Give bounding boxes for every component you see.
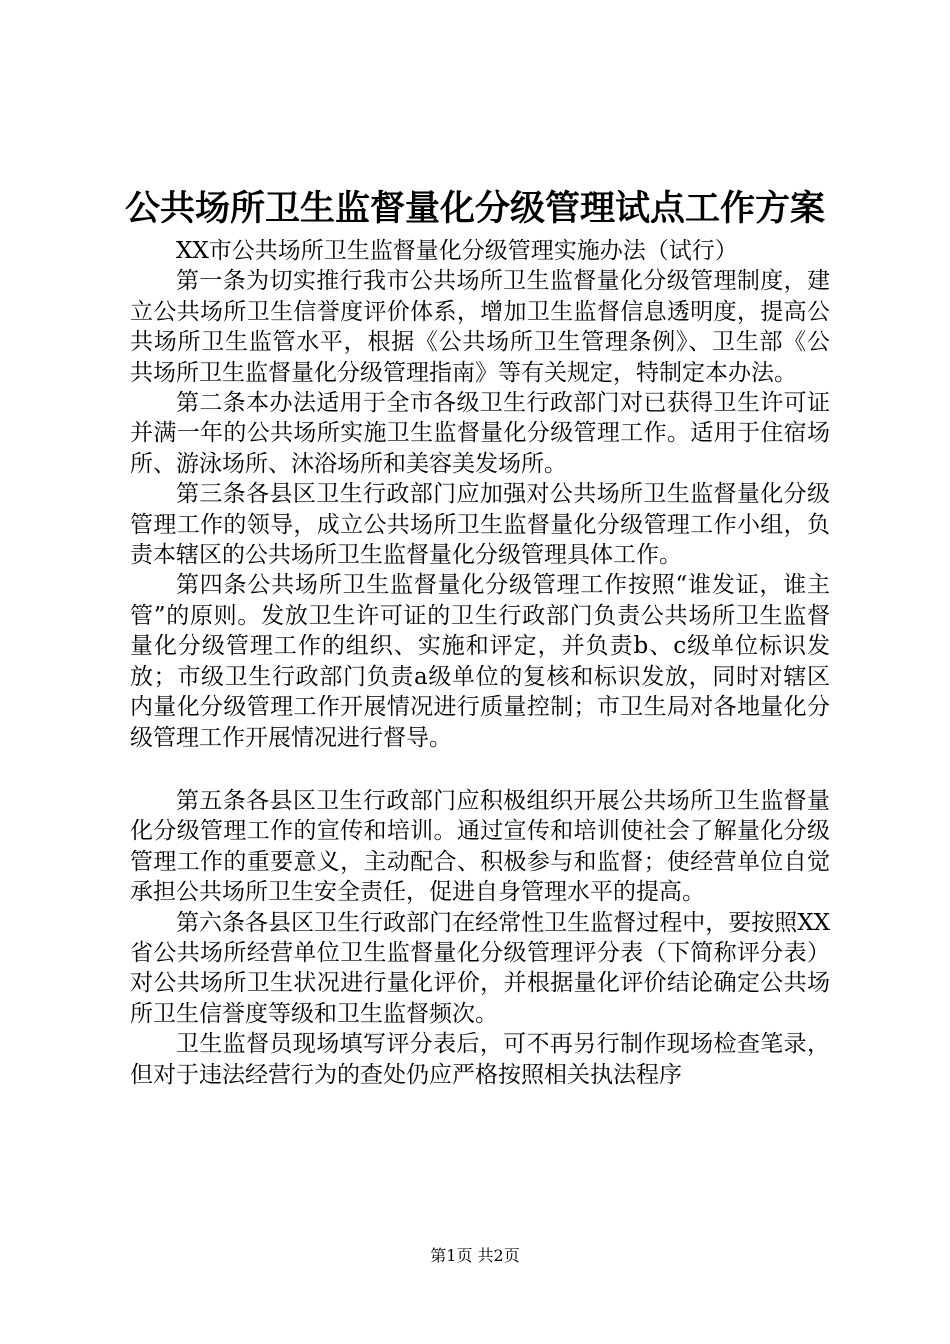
article-3-paragraph: 第三条各县区卫生行政部门应加强对公共场所卫生监督量化分级管理工作的领导，成立公共场所卫生监督量化分级管理工作小组，负责本辖区的公共场所卫生监督量化分级管理具体工作。 — [130, 481, 830, 569]
subtitle-paragraph: XX市公共场所卫生监督量化分级管理实施办法（试行） — [176, 238, 738, 264]
article-1-paragraph: 第一条为切实推行我市公共场所卫生监督量化分级管理制度，建立公共场所卫生信誉度评价体系，增加卫生监督信息透明度，提高公共场所卫生监管水平，根据《公共场所卫生管理条例》、卫生部《公共场所卫生监督量化分级管理指南》等有关规定，特制定本办法。 — [130, 268, 830, 386]
document-body — [130, 236, 830, 1090]
article-4-paragraph: 第四条公共场所卫生监督量化分级管理工作按照“谁发证，谁主管”的原则。发放卫生许可证的卫生行政部门负责公共场所卫生监督量化分级管理工作的组织、实施和评定，并负责b、c级单位标识发放；市级卫生行政部门负责a级单位的复核和标识发放，同时对辖区内量化分级管理工作开展情况进行质量控制；市卫生局对各地量化分级管理工作开展情况进行督导。 — [130, 572, 830, 751]
article-6-paragraph: 第六条各县区卫生行政部门在经常性卫生监督过程中，要按照XX省公共场所经营单位卫生监督量化分级管理评分表（下简称评分表）对公共场所卫生状况进行量化评价，并根据量化评价结论确定公共场所卫生信誉度等级和卫生监督频次。 — [130, 909, 830, 1027]
article-5-paragraph: 第五条各县区卫生行政部门应积极组织开展公共场所卫生监督量化分级管理工作的宣传和培训。通过宣传和培训使社会了解量化分级管理工作的重要意义，主动配合、积极参与和监督；使经营单位自觉承担公共场所卫生安全责任，促进自身管理水平的提高。 — [130, 787, 830, 906]
page-number-footer: 第1页 共2页 — [430, 1246, 520, 1265]
document-title: 公共场所卫生监督量化分级管理试点工作方案 — [124, 189, 825, 229]
inspector-note-paragraph: 卫生监督员现场填写评分表后，可不再另行制作现场检查笔录，但对于违法经营行为的查处仍应严格按照相关执法程序 — [130, 1031, 830, 1088]
article-2-paragraph: 第二条本办法适用于全市各级卫生行政部门对已获得卫生许可证并满一年的公共场所实施卫生监督量化分级管理工作。适用于住宿场所、游泳场所、沐浴场所和美容美发场所。 — [130, 390, 830, 477]
